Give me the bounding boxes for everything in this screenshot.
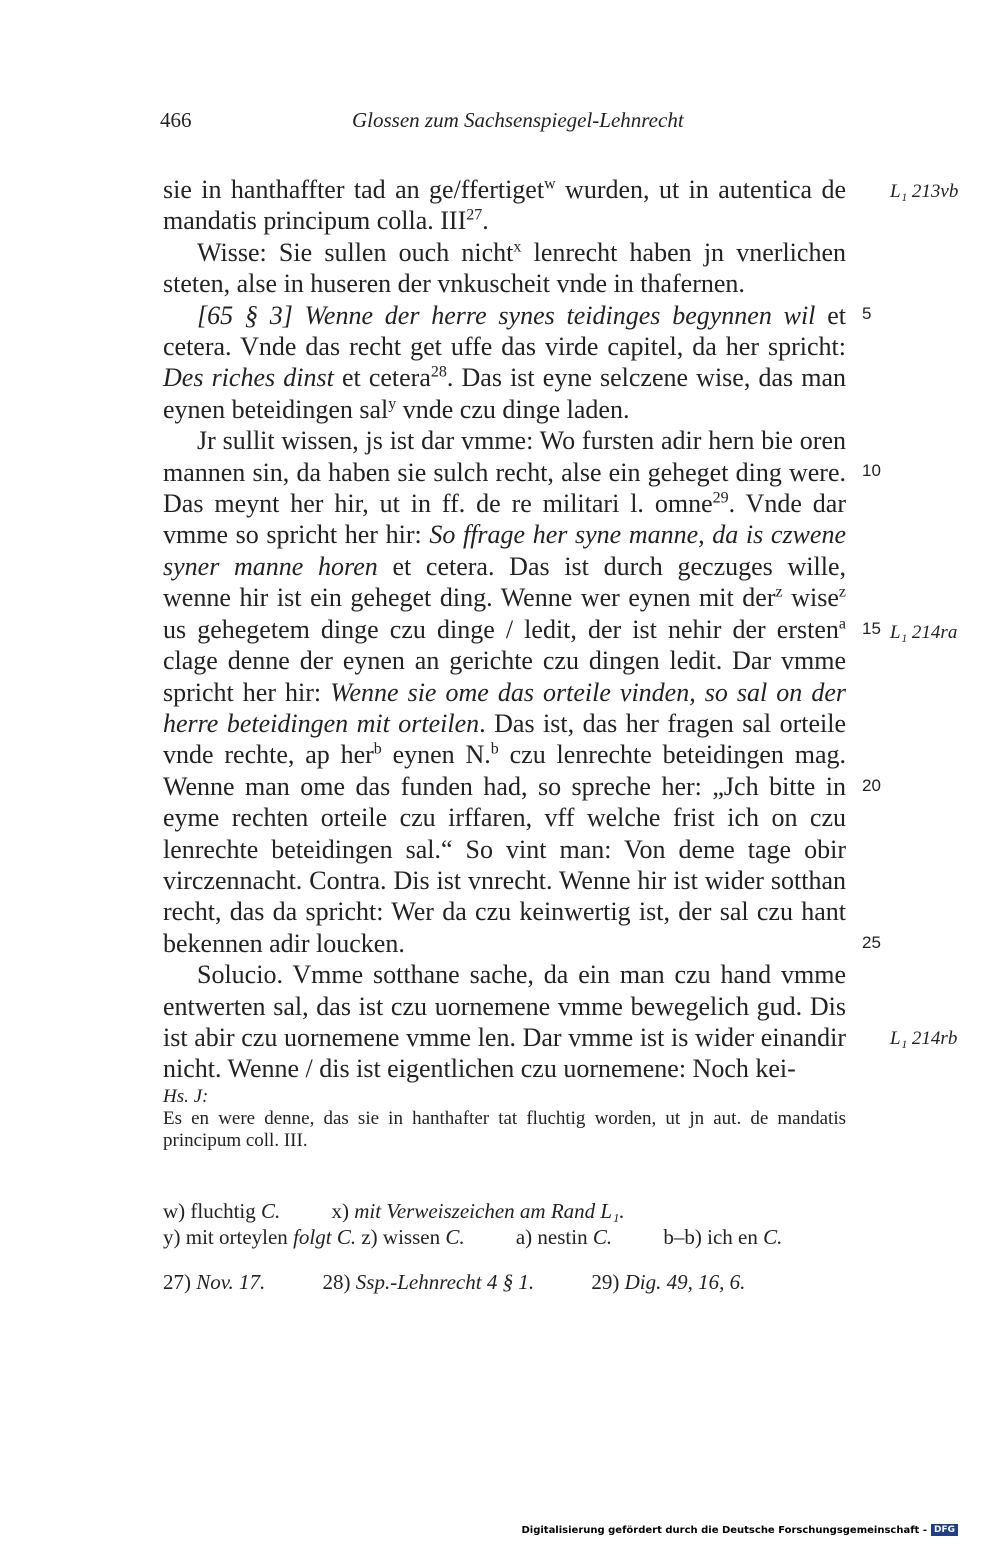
page-number: 466 (160, 108, 192, 132)
note-entry: 28) Ssp.-Lehnrecht 4 § 1. (322, 1270, 535, 1294)
footnote-mark: b (490, 740, 499, 758)
note-entry: 29) Dig. 49, 16, 6. (591, 1270, 746, 1294)
line-number: 5 (862, 304, 872, 323)
manuscript-ref: L₁ 213vb (890, 181, 959, 202)
handschrift-variant (163, 1108, 846, 1152)
text-run: III (440, 206, 467, 236)
critical-apparatus (163, 1198, 846, 1250)
source-notes (163, 1270, 797, 1295)
footnote-mark: x (513, 238, 522, 256)
text-run: czu lenrechte beteidingen mag. Wenne man ome das funden had, so spreche her: „Jch bitte in eyme rechten orteile czu irffaren, vff welche frist ich on czu lenrechte beteidingen sal.“ So vint man: Von deme tage obir virczennacht. Contra. Dis ist vnrecht. Wenne hir ist wider sotthan recht, das da spricht: Wer da czu keinwertig ist, der sal czu hant bekennen adir loucken. (163, 740, 846, 958)
paragraph-1 (163, 174, 846, 237)
text-run: us gehegetem dinge czu dinge / ledit, der ist nehir der ersten (163, 614, 839, 644)
footer-text: Digitalisierung gefördert durch die Deutsche Forschungsgemeinschaft - (521, 1524, 927, 1536)
apparatus-entry: b–b) ich en C. (663, 1225, 783, 1249)
text-run: vnde czu dinge laden. (396, 394, 630, 424)
text-run: Es en were denne, das sie in hanthafter tat fluchtig worden, ut jn aut. de mandatis principum coll. (163, 1108, 846, 1151)
apparatus-entry: w) fluchtig C. (163, 1199, 281, 1223)
text-run: lenrecht haben jn vnerlichen steten, alse in huseren der vnkuscheit vnde in thafernen. (163, 237, 846, 299)
text-run: Solucio. Vmme sotthane sache, da ein man czu hand vmme entwerten sal, das ist czu uornemene vmme bewegelich gud. Dis ist abir czu uornemene vmme len. Dar vmme ist is wider einandir nicht. Wenne / dis ist eigentlichen czu uornemene: Noch kei- (163, 960, 846, 1084)
apparatus-entry: y) mit orteylen folgt C. (163, 1225, 357, 1249)
text-run: et cetera. Das ist durch geczuges wille, wenne hir ist ein geheget ding. Wenne wer eynen mit der (163, 551, 846, 613)
footnote-mark: y (388, 395, 397, 413)
apparatus-entry: x) mit Verweiszeichen am Rand L₁. (331, 1199, 625, 1223)
footnote-mark: z (838, 583, 846, 601)
text-run: . Das ist, das her fragen sal orteile vnde rechte, ap her (163, 708, 846, 770)
text-run: . (482, 206, 489, 236)
digitization-footer (521, 1524, 958, 1536)
manuscript-ref: L₁ 214ra (890, 622, 958, 643)
footnote-mark: z (775, 583, 783, 601)
quotation: So ffrage her syne manne, da is czwene syner manne horen (163, 520, 846, 581)
running-title: Glossen zum Sachsenspiegel-Lehnrecht (352, 108, 684, 132)
lemma: Wenne der herre synes teidinges begynnen wil (292, 300, 816, 330)
dfg-logo: DFG (931, 1524, 958, 1536)
line-number: 10 (862, 461, 881, 480)
text-run: et cetera. Vnde das recht get uffe das virde capitel, da her spricht: (163, 300, 846, 362)
line-number: 20 (862, 776, 881, 795)
text-run: wurden, ut in autentica de mandatis principum colla. (163, 175, 846, 236)
paragraph-4 (163, 425, 846, 959)
paragraph-3 (163, 300, 846, 426)
paragraph-5 (163, 959, 846, 1085)
manuscript-ref: L₁ 214rb (890, 1028, 958, 1049)
handschrift-label: Hs. J: (163, 1086, 209, 1107)
text-run: . Vnde dar vmme so spricht her hir: (163, 489, 846, 550)
footnote-mark: a (838, 615, 846, 633)
text-run: Wisse: Sie sullen ouch nicht (197, 237, 514, 267)
apparatus-entry: a) nestin C. (515, 1225, 613, 1249)
footnote-mark: w (544, 175, 556, 193)
text-run: clage denne der eynen an gerichte czu dingen ledit. Dar vmme spricht her hir: (163, 646, 846, 707)
section-ref: [65 § 3] (197, 300, 293, 330)
note-entry: 27) Nov. 17. (163, 1270, 266, 1294)
line-number: 15 (862, 619, 881, 638)
main-text (163, 174, 846, 1085)
text-run: . Das ist eyne selczene wise, das man eynen beteidingen sal (163, 363, 847, 424)
quotation: Wenne sie ome das orteile vinden, so sal on der herre beteidingen mit orteilen (163, 677, 846, 738)
paragraph-2 (163, 237, 846, 300)
footnote-mark: 29 (712, 489, 729, 507)
text-run: wise (782, 583, 839, 613)
text-run: sie in hanthaffter tad an ge/ffertiget (163, 175, 545, 204)
text-run: et cetera (333, 363, 431, 393)
line-number: 25 (862, 933, 881, 952)
text-run: III (283, 1130, 303, 1151)
text-run: Jr sullit wissen, js ist dar vmme: Wo fursten adir hern bie oren mannen sin, da haben sie sulch recht, alse ein geheget ding were. Das meynt her hir, ut in ff. de re militari l. omne (163, 426, 846, 519)
footnote-mark: 28 (430, 363, 447, 381)
text-run: . (302, 1130, 308, 1151)
apparatus-entry: z) wissen C. (361, 1225, 465, 1249)
footnote-mark: b (373, 740, 382, 758)
text-run: eynen N. (381, 740, 491, 770)
quotation: Des riches dinst (163, 363, 334, 393)
footnote-mark: 27 (466, 206, 483, 224)
